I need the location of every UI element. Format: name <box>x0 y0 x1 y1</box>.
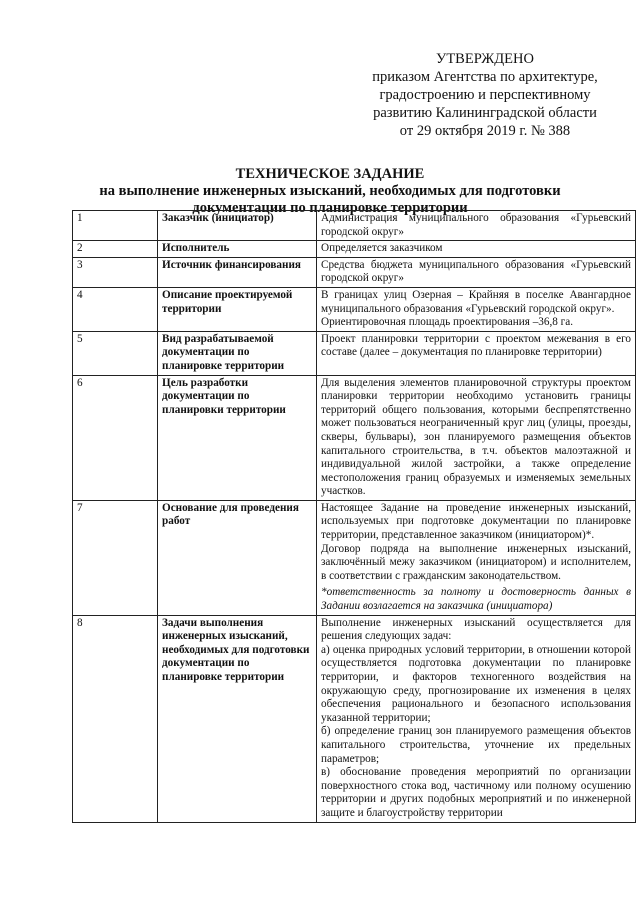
row-parameter-name: Основание для проведения работ <box>158 500 317 615</box>
table-row <box>73 257 636 287</box>
row-number: 2 <box>73 241 158 258</box>
title-line: документации по планировке территории <box>192 200 468 216</box>
row-number: 8 <box>73 615 158 822</box>
table-row <box>73 500 636 615</box>
row-parameter-name: Заказчик (инициатор) <box>158 211 317 241</box>
footnote: *ответственность за полноту и достоверность данных в Задании возлагается на заказчика (инициатора) <box>321 586 631 613</box>
row-parameter-name: Цель разработки документации по планировки территории <box>158 375 317 500</box>
spec-table <box>72 210 636 823</box>
value-paragraph: Администрация муниципального образования «Гурьевский городской округ» <box>321 212 631 238</box>
value-paragraph: Ориентировочная площадь проектирования –36,8 га. <box>321 316 574 329</box>
table-row <box>73 375 636 500</box>
approval-stamp <box>360 50 610 140</box>
row-parameter-value <box>317 287 636 331</box>
approval-line: УТВЕРЖДЕНО <box>436 51 534 67</box>
value-paragraph: В границах улиц Озерная – Крайняя в поселке Авангардное муниципального образования «Гурьевский городской округ». <box>321 288 631 315</box>
table-row <box>73 211 636 241</box>
title-line: ТЕХНИЧЕСКОЕ ЗАДАНИЕ <box>235 166 425 182</box>
value-paragraph: Выполнение инженерных изысканий осуществляется для решения следующих задач: <box>321 616 631 643</box>
value-paragraph: Настоящее Задание на проведение инженерных изысканий, используемых при подготовке документации по планировке территории, представленное заказчиком (инициатором)*. <box>321 501 631 542</box>
row-parameter-value <box>317 375 636 500</box>
value-paragraph: в) обоснование проведения мероприятий по организации поверхностного стока вод, частичному или полному осушению территории и других подобных мероприятий и по инженерной защите и благоустройству территории <box>321 766 631 819</box>
row-parameter-name: Описание проектируемой территории <box>158 287 317 331</box>
row-parameter-value <box>317 257 636 287</box>
value-paragraph: Определяется заказчиком <box>321 242 443 255</box>
row-parameter-name: Вид разрабатываемой документации по планировке территории <box>158 331 317 375</box>
row-number: 6 <box>73 375 158 500</box>
row-parameter-name: Исполнитель <box>158 241 317 258</box>
row-parameter-value <box>317 241 636 258</box>
value-paragraph: б) определение границ зон планируемого размещения объектов капитального строительства, уточнение их предельных параметров; <box>321 725 631 765</box>
table-row <box>73 241 636 258</box>
row-parameter-value <box>317 331 636 375</box>
table-row <box>73 331 636 375</box>
row-parameter-value <box>317 211 636 241</box>
row-number: 3 <box>73 257 158 287</box>
table-row <box>73 615 636 822</box>
row-number: 7 <box>73 500 158 615</box>
title-line: на выполнение инженерных изысканий, необходимых для подготовки <box>99 183 561 199</box>
row-parameter-value <box>317 615 636 822</box>
value-paragraph: а) оценка природных условий территории, в отношении которой осуществляется подготовка документации по планировке территории, и факторов техногенного воздействия на окружающую среду, прогнозирование их изменения в целях обеспечения рационального и безопасного использования указанной территории; <box>321 643 631 724</box>
row-parameter-name: Задачи выполнения инженерных изысканий, необходимых для подготовки документации по планировке территории <box>158 615 317 822</box>
row-parameter-name: Источник финансирования <box>158 257 317 287</box>
approval-line: от 29 октября 2019 г. № 388 <box>399 123 571 139</box>
value-paragraph: Средства бюджета муниципального образования «Гурьевский городской округ» <box>321 258 631 285</box>
approval-line: приказом Агентства по архитектуре, <box>372 69 598 85</box>
approval-line: развитию Калининградской области <box>373 105 597 121</box>
row-number: 1 <box>73 211 158 241</box>
value-paragraph: Договор подряда на выполнение инженерных изысканий, заключённый межу заказчиком (инициатором) и исполнителем, в соответствии с гражданским законодательством. <box>321 542 631 582</box>
value-paragraph: Проект планировки территории с проектом межевания в его составе (далее – документация по планировке территории) <box>321 332 631 359</box>
value-paragraph: Для выделения элементов планировочной структуры проектом планировки территории необходимо установить границы территорий общего пользования, которыми беспрепятственно может пользоваться неограниченный круг лиц (улицы, проезды, скверы, бульвары), зон планируемого размещения объектов капитального строительства, в т.ч. объектов малоэтажной и индивидуальной жилой застройки, а также определение местоположения границ образуемых и изменяемых земельных участков. <box>321 376 631 498</box>
row-parameter-value <box>317 500 636 615</box>
table-row <box>73 287 636 331</box>
row-number: 4 <box>73 287 158 331</box>
approval-line: градостроению и перспективному <box>379 87 591 103</box>
row-number: 5 <box>73 331 158 375</box>
